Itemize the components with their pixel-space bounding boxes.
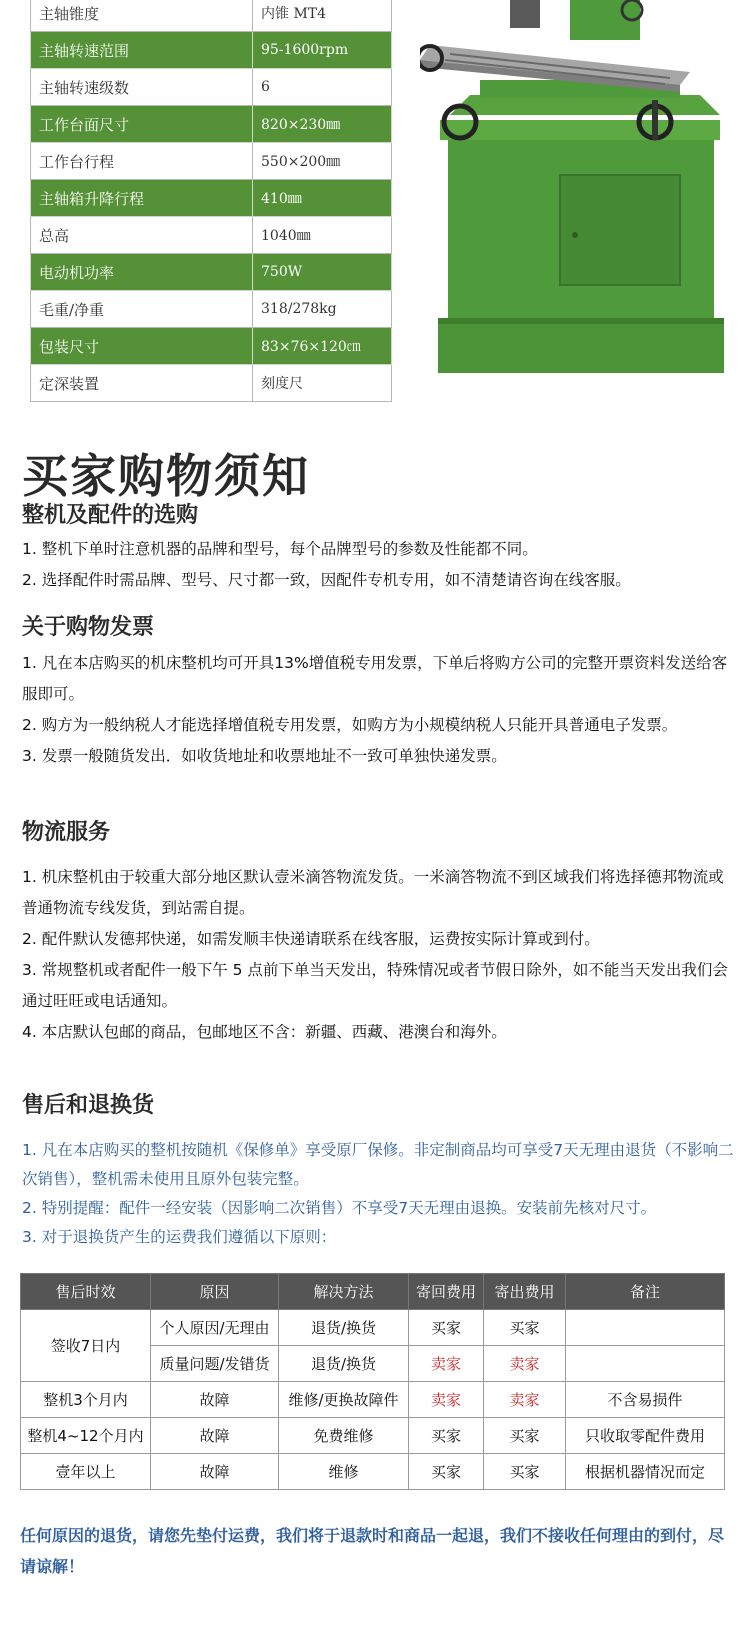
spec-value: 内锥 MT4 xyxy=(253,0,392,32)
spec-value: 刻度尺 xyxy=(253,365,392,402)
note-cell xyxy=(566,1310,725,1346)
table-header-row xyxy=(21,1274,725,1310)
spec-key: 电动机功率 xyxy=(31,254,253,291)
return-fee-cell: 买家 xyxy=(409,1454,484,1490)
period-cell: 整机4~12个月内 xyxy=(21,1418,151,1454)
spec-key: 工作台行程 xyxy=(31,143,253,180)
spec-row xyxy=(31,217,392,254)
spec-value: 820×230㎜ xyxy=(253,106,392,143)
spec-key: 主轴转速级数 xyxy=(31,69,253,106)
spec-key: 总高 xyxy=(31,217,253,254)
method-cell: 退货/换货 xyxy=(279,1346,409,1382)
spec-key: 包装尺寸 xyxy=(31,328,253,365)
column-header: 原因 xyxy=(151,1274,279,1310)
column-header: 解决方法 xyxy=(279,1274,409,1310)
list-item: 3. 发票一般随货发出．如收货地址和收票地址不一致可单独快递发票。 xyxy=(22,747,507,765)
period-cell: 整机3个月内 xyxy=(21,1382,151,1418)
after-sale-table xyxy=(20,1273,725,1490)
footnote: 任何原因的退货，请您先垫付运费，我们将于退款时和商品一起退，我们不接收任何理由的到付，尽请谅解！ xyxy=(20,1526,725,1576)
table-row xyxy=(21,1310,725,1346)
table-row xyxy=(21,1418,725,1454)
spec-value: 95-1600rpm xyxy=(253,32,392,69)
note-cell: 不含易损件 xyxy=(566,1382,725,1418)
reason-cell: 故障 xyxy=(151,1418,279,1454)
list-item: 4. 本店默认包邮的商品，包邮地区不含：新疆、西藏、港澳台和海外。 xyxy=(22,1023,507,1041)
section-body xyxy=(22,534,734,596)
spec-key: 主轴转速范围 xyxy=(31,32,253,69)
send-fee-cell: 卖家 xyxy=(484,1346,566,1382)
send-fee-cell: 买家 xyxy=(484,1454,566,1490)
list-item: 2. 选择配件时需品牌、型号、尺寸都一致，因配件专机专用，如不清楚请咨询在线客服。 xyxy=(22,571,631,589)
return-fee-cell: 买家 xyxy=(409,1418,484,1454)
list-item: 1. 凡在本店购买的整机按随机《保修单》享受原厂保修。非定制商品均可享受7天无理由退货（不影响二次销售），整机需未使用且原外包装完整。 xyxy=(22,1141,734,1188)
section-body xyxy=(22,648,734,772)
method-cell: 退货/换货 xyxy=(279,1310,409,1346)
spec-row xyxy=(31,254,392,291)
reason-cell: 故障 xyxy=(151,1382,279,1418)
spec-row xyxy=(31,180,392,217)
list-item: 1. 机床整机由于较重大部分地区默认壹米滴答物流发货。一米滴答物流不到区域我们将选择德邦物流或普通物流专线发货，到站需自提。 xyxy=(22,868,724,917)
spec-row xyxy=(31,106,392,143)
send-fee-cell: 买家 xyxy=(484,1310,566,1346)
list-item: 2. 购方为一般纳税人才能选择增值税专用发票，如购方为小规模纳税人只能开具普通电子发票。 xyxy=(22,716,678,734)
spec-row xyxy=(31,143,392,180)
spec-value: 410㎜ xyxy=(253,180,392,217)
table-row xyxy=(21,1454,725,1490)
return-fee-cell: 卖家 xyxy=(409,1346,484,1382)
list-item: 1. 整机下单时注意机器的品牌和型号，每个品牌型号的参数及性能都不同。 xyxy=(22,540,538,558)
reason-cell: 个人原因/无理由 xyxy=(151,1310,279,1346)
note-cell: 根据机器情况而定 xyxy=(566,1454,725,1490)
list-item: 2. 配件默认发德邦快递，如需发顺丰快递请联系在线客服，运费按实际计算或到付。 xyxy=(22,930,600,948)
note-cell xyxy=(566,1346,725,1382)
list-item: 3. 对于退换货产生的运费我们遵循以下原则： xyxy=(22,1228,337,1246)
reason-cell: 故障 xyxy=(151,1454,279,1490)
return-fee-cell: 买家 xyxy=(409,1310,484,1346)
spec-value: 750W xyxy=(253,254,392,291)
column-header: 寄回费用 xyxy=(409,1274,484,1310)
note-cell: 只收取零配件费用 xyxy=(566,1418,725,1454)
milling-machine-image xyxy=(420,0,750,400)
spec-value: 550×200㎜ xyxy=(253,143,392,180)
spec-value: 318/278kg xyxy=(253,291,392,328)
notice-title: 买家购物须知 xyxy=(22,449,310,503)
method-cell: 免费维修 xyxy=(279,1418,409,1454)
spec-row xyxy=(31,32,392,69)
spec-key: 主轴锥度 xyxy=(31,0,253,32)
section-heading: 整机及配件的选购 xyxy=(22,503,199,528)
section-body xyxy=(22,862,734,1048)
spec-key: 毛重/净重 xyxy=(31,291,253,328)
spec-table xyxy=(30,0,392,402)
reason-cell: 质量问题/发错货 xyxy=(151,1346,279,1382)
column-header: 寄出费用 xyxy=(484,1274,566,1310)
period-cell: 签收7日内 xyxy=(21,1310,151,1382)
method-cell: 维修 xyxy=(279,1454,409,1490)
spec-value: 83×76×120㎝ xyxy=(253,328,392,365)
send-fee-cell: 买家 xyxy=(484,1418,566,1454)
spec-value: 6 xyxy=(253,69,392,106)
column-header: 备注 xyxy=(566,1274,725,1310)
spec-key: 定深装置 xyxy=(31,365,253,402)
section-heading: 售后和退换货 xyxy=(22,1093,155,1118)
spec-row xyxy=(31,328,392,365)
spec-value: 1040㎜ xyxy=(253,217,392,254)
section-body xyxy=(22,1136,734,1252)
spec-row xyxy=(31,69,392,106)
method-cell: 维修/更换故障件 xyxy=(279,1382,409,1418)
list-item: 2. 特别提醒：配件一经安装（因影响二次销售）不享受7天无理由退换。安装前先核对尺寸。 xyxy=(22,1199,657,1217)
spec-row xyxy=(31,0,392,32)
return-fee-cell: 卖家 xyxy=(409,1382,484,1418)
table-row xyxy=(21,1382,725,1418)
list-item: 1. 凡在本店购买的机床整机均可开具13%增值税专用发票，下单后将购方公司的完整开票资料发送给客服即可。 xyxy=(22,654,728,703)
send-fee-cell: 卖家 xyxy=(484,1382,566,1418)
list-item: 3. 常规整机或者配件一般下午 5 点前下单当天发出，特殊情况或者节假日除外，如不能当天发出我们会通过旺旺或电话通知。 xyxy=(22,961,728,1010)
column-header: 售后时效 xyxy=(21,1274,151,1310)
spec-key: 主轴箱升降行程 xyxy=(31,180,253,217)
spec-key: 工作台面尺寸 xyxy=(31,106,253,143)
period-cell: 壹年以上 xyxy=(21,1454,151,1490)
section-heading: 物流服务 xyxy=(22,820,111,845)
section-heading: 关于购物发票 xyxy=(22,615,155,640)
spec-row xyxy=(31,291,392,328)
spec-row xyxy=(31,365,392,402)
